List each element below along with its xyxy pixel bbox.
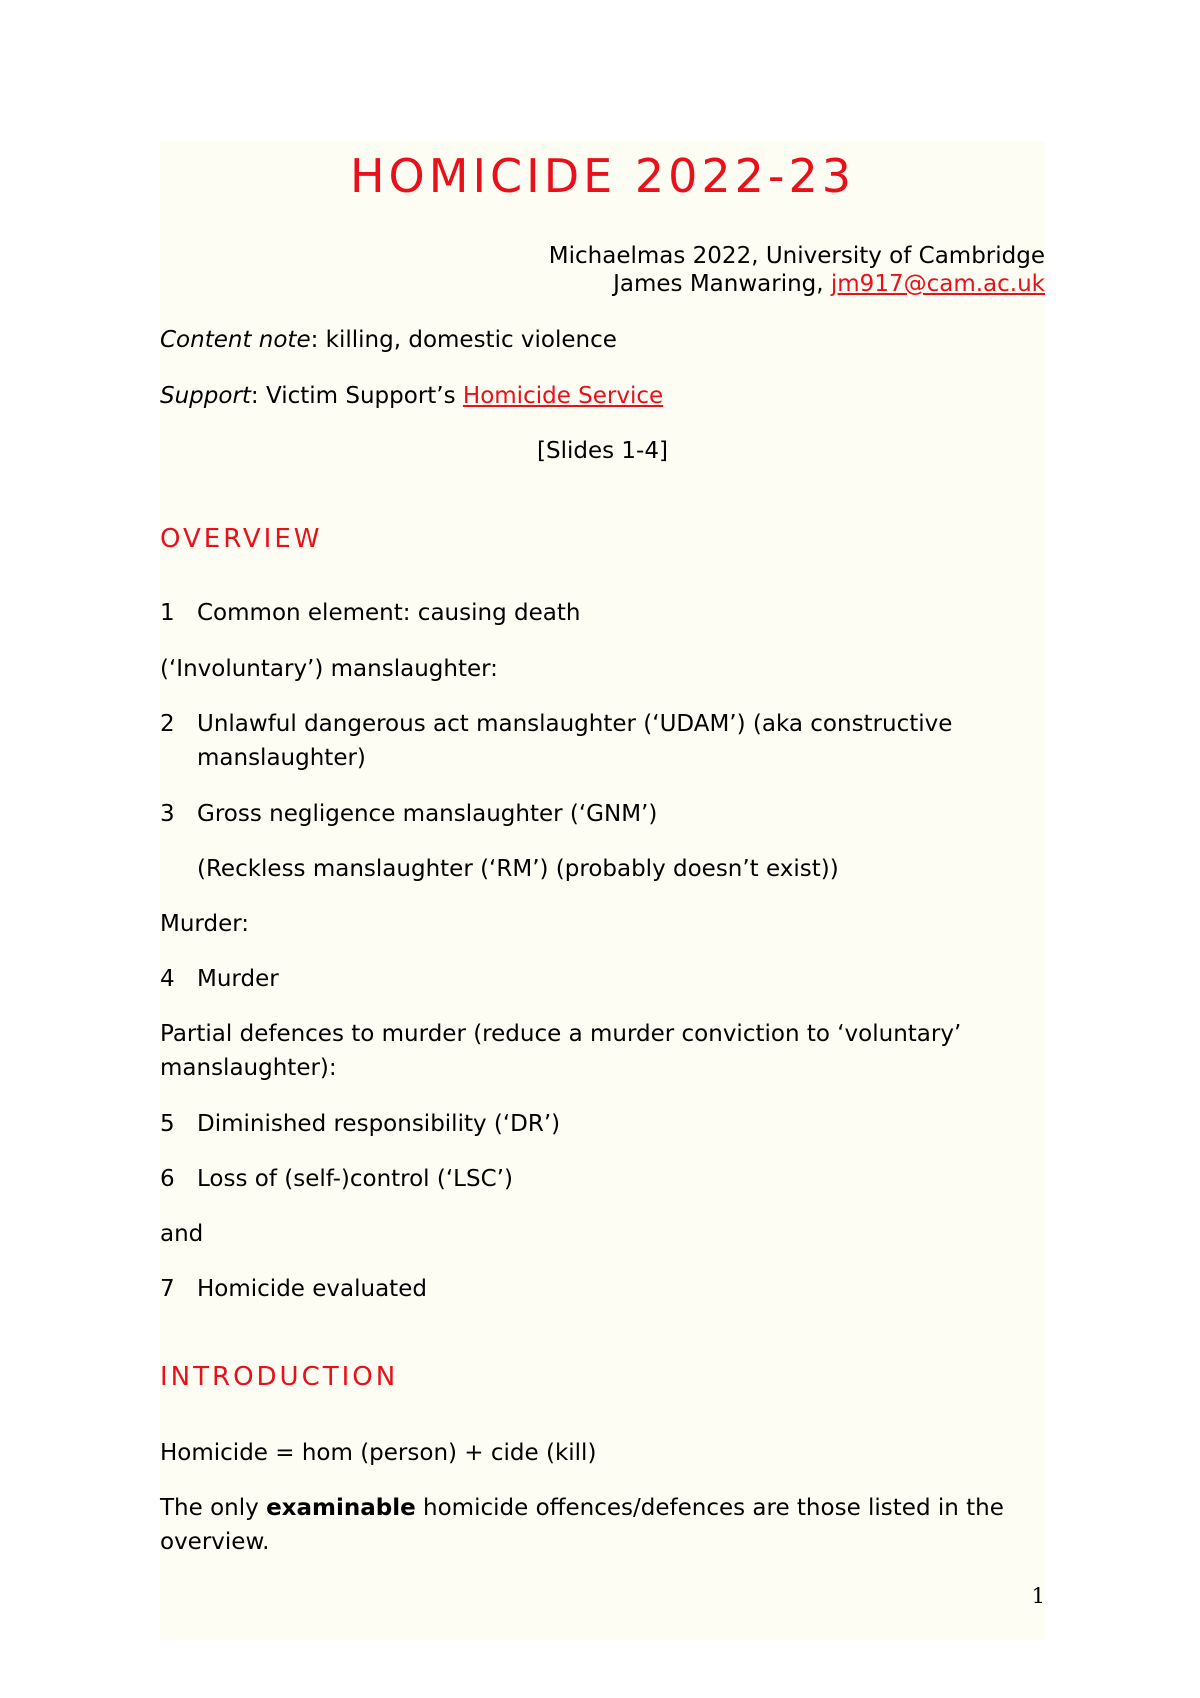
list-item	[160, 596, 1050, 630]
list-text: Loss of (self-)control (‘LSC’)	[197, 1166, 513, 1192]
list-number: 6	[160, 1166, 175, 1192]
author-name: James Manwaring,	[613, 271, 831, 297]
list-number: 3	[160, 801, 175, 827]
content-note-text: : killing, domestic violence	[310, 327, 617, 353]
term-line: Michaelmas 2022, University of Cambridge	[548, 243, 1045, 269]
list-text: Homicide evaluated	[197, 1276, 427, 1302]
overview-heading: OVERVIEW	[160, 524, 323, 554]
list-item	[160, 707, 1050, 775]
content-note	[160, 323, 1050, 357]
list-number: 7	[160, 1276, 175, 1302]
support-text: : Victim Support’s	[250, 383, 463, 409]
list-text: Common element: causing death	[197, 600, 581, 626]
list-text: Diminished responsibility (‘DR’)	[197, 1111, 561, 1137]
content-note-label: Content note	[160, 327, 311, 353]
list-text: Murder	[197, 966, 279, 992]
examinable-before: The only	[160, 1495, 267, 1521]
examinable-note	[160, 1491, 1060, 1559]
list-number: 1	[160, 600, 175, 626]
list-number: 2	[160, 711, 175, 737]
list-item	[160, 1107, 1050, 1141]
page-number: 1	[1031, 1584, 1045, 1608]
etymology-line: Homicide = hom (person) + cide (kill)	[160, 1440, 597, 1466]
support-note	[160, 379, 1050, 413]
list-item	[160, 962, 1050, 996]
partial-defences-label: Partial defences to murder (reduce a murder conviction to ‘voluntary’ manslaughter):	[160, 1021, 962, 1081]
list-item	[160, 1162, 1050, 1196]
support-label: Support	[160, 383, 251, 409]
page-background	[160, 142, 1045, 1640]
list-number: 5	[160, 1111, 175, 1137]
examinable-bold: examinable	[266, 1495, 416, 1521]
author-line	[613, 270, 1045, 298]
list-text: Unlawful dangerous act manslaughter (‘UDAM’) (aka constructive manslaughter)	[197, 711, 953, 771]
email-link[interactable]: jm917@cam.ac.uk	[830, 271, 1045, 297]
reckless-manslaughter-note: (Reckless manslaughter (‘RM’) (probably doesn’t exist))	[197, 856, 839, 882]
list-item	[160, 797, 1050, 831]
list-number: 4	[160, 966, 175, 992]
document-title: HOMICIDE 2022-23	[349, 149, 856, 203]
examinable-after: homicide offences/defences are those listed in the overview.	[160, 1495, 1004, 1555]
homicide-service-link[interactable]: Homicide Service	[462, 383, 664, 409]
list-item	[160, 1272, 1050, 1306]
introduction-heading: INTRODUCTION	[160, 1362, 399, 1392]
involuntary-label: (‘Involuntary’) manslaughter:	[160, 656, 498, 682]
and-label: and	[160, 1221, 204, 1247]
slides-reference: [Slides 1-4]	[537, 438, 668, 464]
murder-label: Murder:	[160, 911, 250, 937]
list-text: Gross negligence manslaughter (‘GNM’)	[197, 801, 658, 827]
